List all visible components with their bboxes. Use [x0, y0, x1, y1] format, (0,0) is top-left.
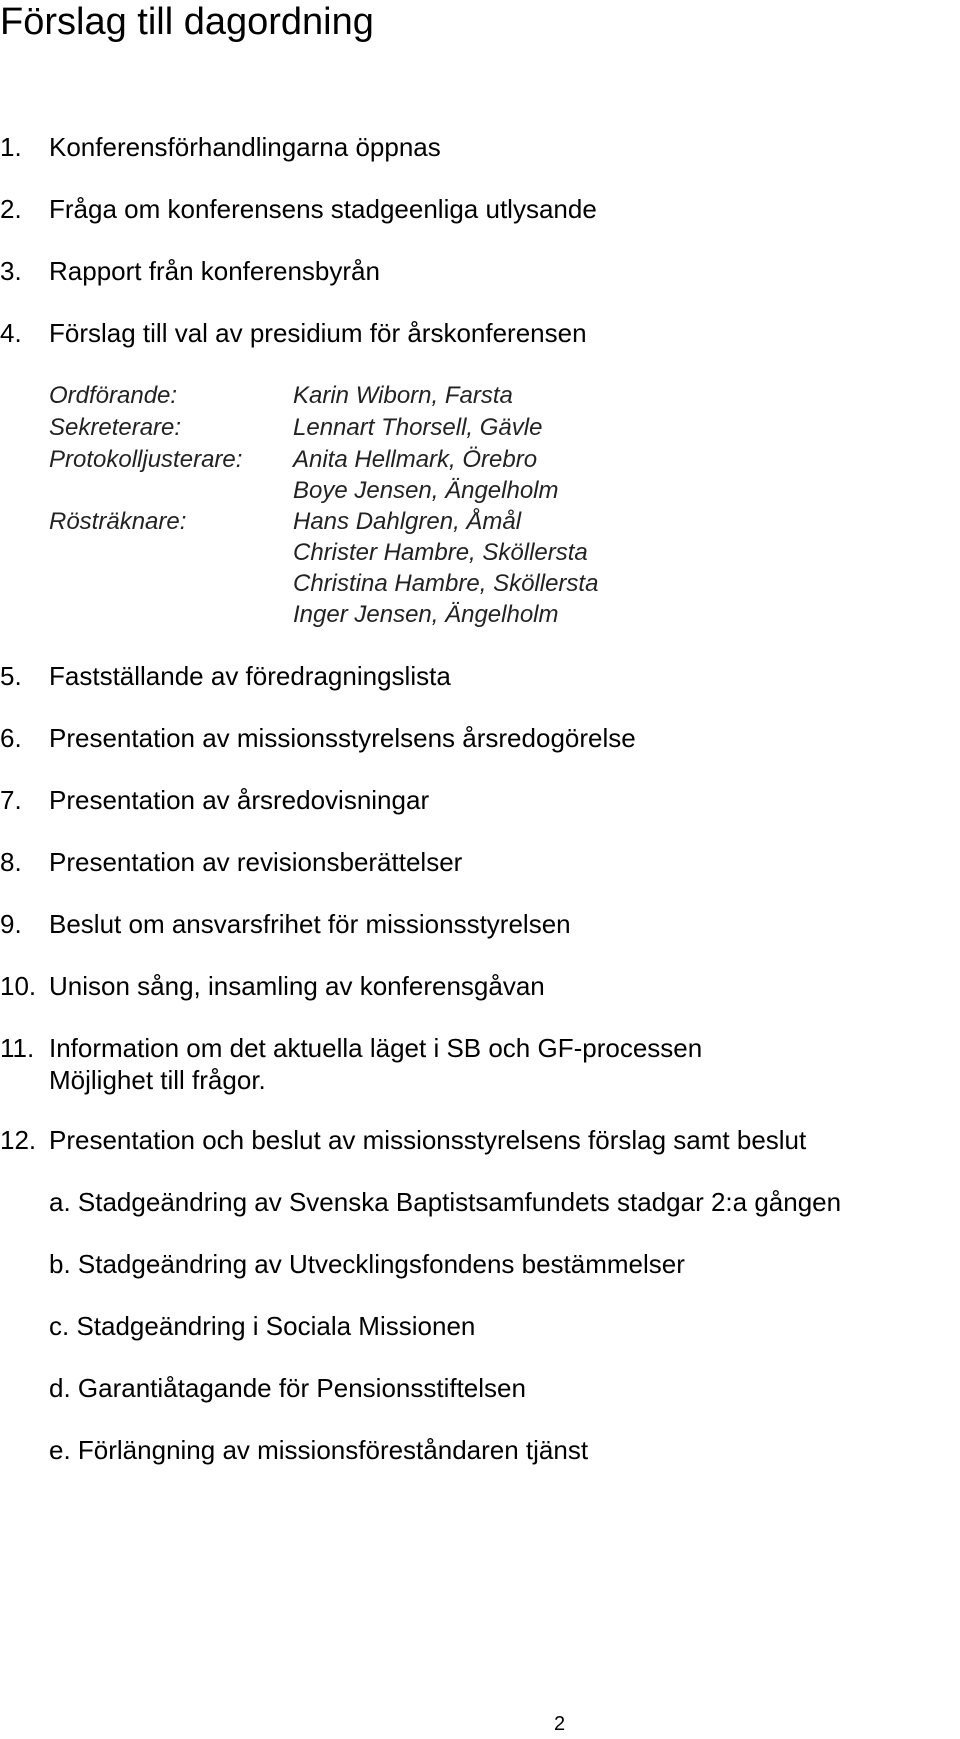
item-number: 12.	[0, 1125, 37, 1155]
person-name: Inger Jensen, Ängelholm	[293, 601, 559, 628]
agenda-item-text: Beslut om ansvarsfrihet för missionsstyrelsen	[49, 909, 571, 939]
page-number: 2	[554, 1713, 566, 1735]
page-title: Förslag till dagordning	[0, 1, 374, 43]
agenda-item-text: Presentation av årsredovisningar	[49, 785, 430, 815]
item-number: 1.	[0, 132, 22, 162]
person-name: Christina Hambre, Sköllersta	[293, 570, 599, 597]
role-adjusters: Protokolljusterare:	[49, 446, 243, 473]
person-name: Lennart Thorsell, Gävle	[293, 414, 543, 441]
agenda-item-text: Presentation av revisionsberättelser	[49, 847, 463, 877]
agenda-item-text: Information om det aktuella läget i SB och GF-processen	[49, 1033, 703, 1063]
item-number: 11.	[0, 1033, 35, 1063]
item-number: 5.	[0, 661, 22, 691]
agenda-item-text: Unison sång, insamling av konferensgåvan	[49, 971, 545, 1001]
person-name: Anita Hellmark, Örebro	[293, 446, 538, 473]
sub-item-b: b. Stadgeändring av Utvecklingsfondens bestämmelser	[49, 1249, 685, 1279]
agenda-item-text: Presentation av missionsstyrelsens årsredogörelse	[49, 723, 636, 753]
agenda-item-text: Fastställande av föredragningslista	[49, 661, 451, 691]
role-tellers: Rösträknare:	[49, 508, 187, 535]
agenda-item-text: Konferensförhandlingarna öppnas	[49, 132, 441, 162]
agenda-item-text-continued: Möjlighet till frågor.	[49, 1065, 266, 1095]
agenda-item-text: Presentation och beslut av missionsstyrelsens förslag samt beslut	[49, 1125, 807, 1155]
item-number: 8.	[0, 847, 22, 877]
item-number: 6.	[0, 723, 22, 753]
item-number: 4.	[0, 318, 22, 348]
item-number: 3.	[0, 256, 22, 286]
person-name: Boye Jensen, Ängelholm	[293, 477, 559, 504]
agenda-item-text: Förslag till val av presidium för årskonferensen	[49, 318, 587, 348]
person-name: Karin Wiborn, Farsta	[293, 382, 513, 409]
role-chair: Ordförande:	[49, 382, 178, 409]
item-number: 9.	[0, 909, 22, 939]
role-secretary: Sekreterare:	[49, 414, 182, 441]
item-number: 10.	[0, 971, 37, 1001]
agenda-item-text: Fråga om konferensens stadgeenliga utlysande	[49, 194, 597, 224]
sub-item-a: a. Stadgeändring av Svenska Baptistsamfundets stadgar 2:a gången	[49, 1187, 842, 1217]
item-number: 2.	[0, 194, 22, 224]
agenda-item-text: Rapport från konferensbyrån	[49, 256, 380, 286]
item-number: 7.	[0, 785, 22, 815]
person-name: Christer Hambre, Sköllersta	[293, 539, 588, 566]
sub-item-c: c. Stadgeändring i Sociala Missionen	[49, 1311, 476, 1341]
sub-item-d: d. Garantiåtagande för Pensionsstiftelsen	[49, 1373, 526, 1403]
person-name: Hans Dahlgren, Åmål	[293, 508, 522, 535]
sub-item-e: e. Förlängning av missionsföreståndaren tjänst	[49, 1435, 589, 1465]
